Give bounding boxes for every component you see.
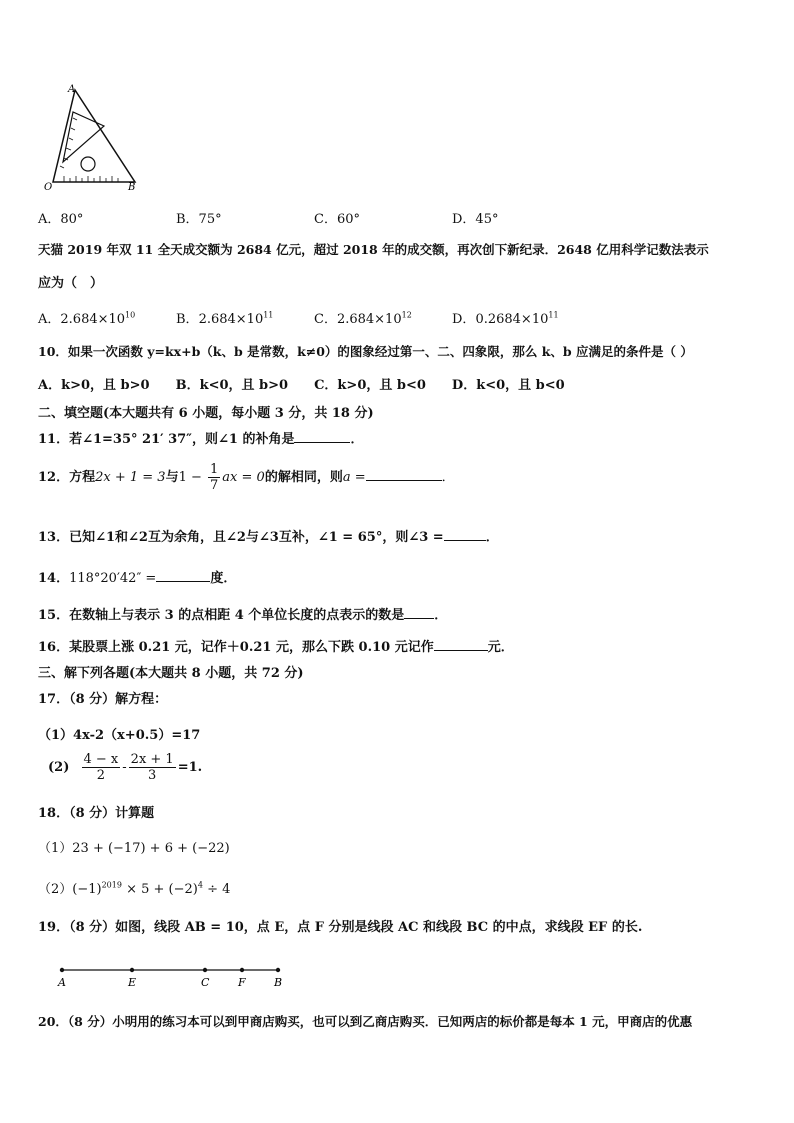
q8-option-b: B．75° <box>176 212 222 227</box>
q15: 15．在数轴上与表示 3 的点相距 4 个单位长度的点表示的数是 ． <box>38 608 448 623</box>
q17-part2: (2) $\frac{4 - x}{2}$ - $\frac{2x + 1}{3}$ =1. <box>48 752 203 783</box>
q8-option-c: C．60° <box>314 212 360 227</box>
point-e-label: E <box>128 976 137 989</box>
q17-title: 17．（8 分）解方程： <box>38 692 168 707</box>
q18-part1: （1）23 + (−17) + 6 + (−22) <box>38 841 230 856</box>
q8-option-d: D．45° <box>452 212 499 227</box>
section-3-heading: 三、解下列各题(本大题共 8 小题，共 72 分) <box>38 666 304 681</box>
q10-options: A．k>0，且 b>0 B．k<0，且 b>0 C．k>0，且 b<0 D．k<0，且 b<0 <box>38 378 565 393</box>
q9-text-line2: 应为（ ） <box>38 276 104 291</box>
q9-option-c: C．$2.684\times 10^{12}$ <box>314 310 412 327</box>
q19-text: 19．（8 分）如图，线段 AB = 10，点 E，点 F 分别是线段 AC 和线段 BC 的中点，求线段 EF 的长. <box>38 920 643 935</box>
point-f-label: F <box>238 976 246 989</box>
label-o: O <box>44 182 53 192</box>
label-b: B <box>128 182 136 192</box>
section-2-heading: 二、填空题(本大题共有 6 小题，每小题 3 分，共 18 分) <box>38 406 374 421</box>
q11: 11．若∠1=35° 21′ 37″，则∠1 的补角是 ． <box>38 432 364 447</box>
q17-part1: （1）4x-2（x+0.5）=17 <box>38 728 201 743</box>
point-b-label: B <box>274 976 283 989</box>
q18-title: 18．（8 分）计算题 <box>38 806 155 821</box>
q20-text: 20．（8 分）小明用的练习本可以到甲商店购买，也可以到乙商店购买．已知两店的标价都是每本 1 元，甲商店的优惠 <box>38 1014 693 1029</box>
q12: 12．方程2x + 1 = 3与1 − $\frac{1}{7}$ ax = 0的解相同，则a = ． <box>38 462 455 493</box>
q9-option-d: D．$0.2684\times 10^{11}$ <box>452 310 559 327</box>
q13: 13．已知∠1和∠2互为余角，且∠2与∠3互补，∠1 = 65°，则∠3 = ． <box>38 530 499 545</box>
q16: 16．某股票上涨 0.21 元，记作＋0.21 元，那么下跌 0.10 元记作 元． <box>38 640 514 655</box>
q14: 14．118°20′42″ = 度． <box>38 571 237 586</box>
segment-figure <box>55 962 295 990</box>
q9-option-a: A．$2.684\times 10^{10}$ <box>38 310 136 327</box>
q18-part2: $(2)(-1)^{2019} \times 5 + (-2)^4 \div 4$ <box>38 880 231 897</box>
q10-text: 10．如果一次函数 y=kx+b（k、b 是常数，k≠0）的图象经过第一、二、四象限，那么 k、b 应满足的条件是（ ） <box>38 344 693 359</box>
triangle-ruler-figure <box>40 82 145 192</box>
q8-option-a: A．80° <box>38 212 84 227</box>
point-c-label: C <box>201 976 210 989</box>
q9-option-b: B．$2.684\times 10^{11}$ <box>176 310 274 327</box>
q9-text-line1: 天猫 2019 年双 11 全天成交额为 2684 亿元，超过 2018 年的成交额，再次创下新纪录．2648 亿用科学记数法表示 <box>38 242 709 257</box>
label-a: A <box>68 84 76 95</box>
point-a-label: A <box>58 976 66 989</box>
